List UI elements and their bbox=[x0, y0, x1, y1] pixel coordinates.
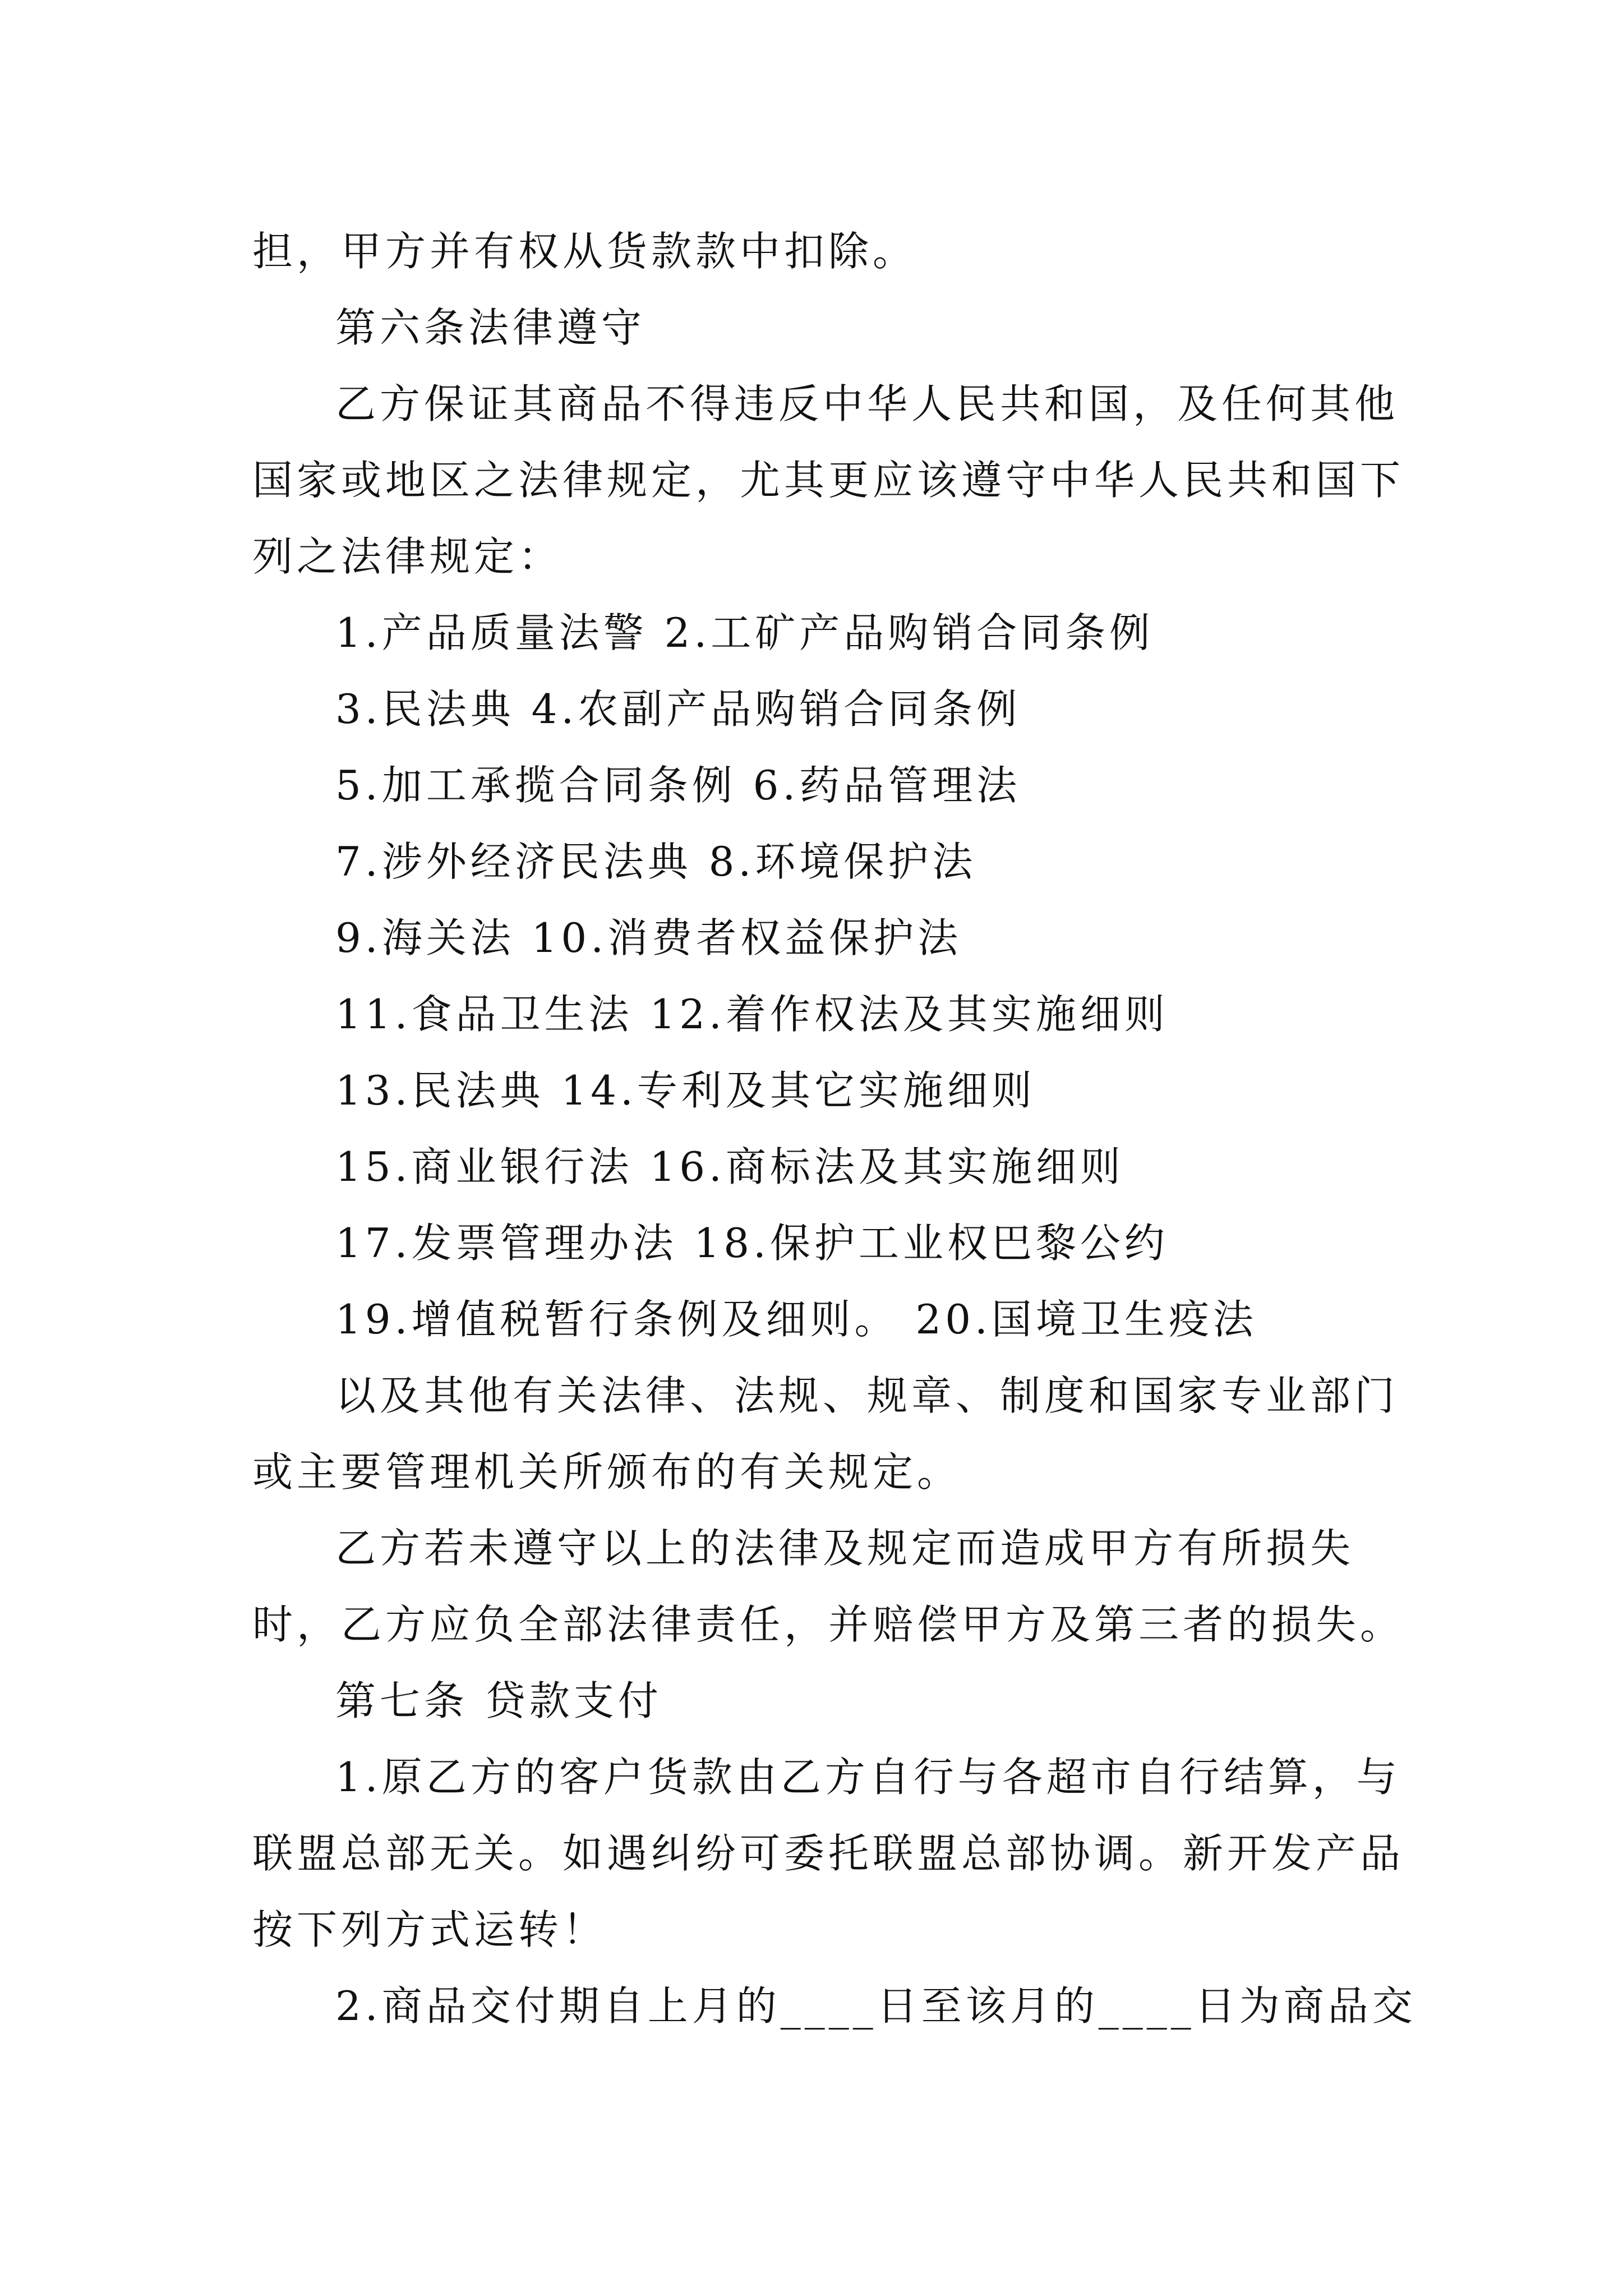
text-line: 按下列方式运转！ bbox=[252, 1906, 607, 1953]
text-line: 联盟总部无关。如遇纠纷可委托联盟总部协调。新开发产品 bbox=[252, 1830, 1405, 1877]
law-list-item: 1.产品质量法警 2.工矿产品购销合同条例 bbox=[335, 609, 1154, 656]
text-line: 以及其他有关法律、法规、规章、制度和国家专业部门 bbox=[335, 1372, 1399, 1419]
section-heading-article-6: 第六条法律遵守 bbox=[335, 304, 646, 351]
law-list-item: 5.加工承揽合同条例 6.药品管理法 bbox=[335, 762, 1021, 809]
text-line: 列之法律规定： bbox=[252, 533, 563, 580]
text-line: 或主要管理机关所颁布的有关规定。 bbox=[252, 1448, 962, 1496]
law-list-item: 13.民法典 14.专利及其它实施细则 bbox=[335, 1067, 1036, 1114]
text-line: 1.原乙方的客户货款由乙方自行与各超市自行结算，与 bbox=[335, 1754, 1401, 1801]
law-list-item: 3.民法典 4.农副产品购销合同条例 bbox=[335, 685, 1021, 733]
text-line: 国家或地区之法律规定，尤其更应该遵守中华人民共和国下 bbox=[252, 457, 1405, 504]
text-line: 乙方保证其商品不得违反中华人民共和国，及任何其他 bbox=[335, 380, 1399, 427]
text-line: 乙方若未遵守以上的法律及规定而造成甲方有所损失 bbox=[335, 1525, 1355, 1572]
law-list-item: 7.涉外经济民法典 8.环境保护法 bbox=[335, 838, 977, 885]
section-heading-article-7: 第七条 贷款支付 bbox=[335, 1677, 662, 1724]
law-list-item: 11.食品卫生法 12.着作权法及其实施细则 bbox=[335, 991, 1169, 1038]
text-line: 担，甲方并有权从货款款中扣除。 bbox=[252, 228, 917, 275]
text-line: 时，乙方应负全部法律责任，并赔偿甲方及第三者的损失。 bbox=[252, 1601, 1405, 1648]
law-list-item: 15.商业银行法 16.商标法及其实施细则 bbox=[335, 1143, 1124, 1190]
law-list-item: 19.增值税暂行条例及细则。 20.国境卫生疫法 bbox=[335, 1296, 1257, 1343]
document-body bbox=[252, 213, 1417, 2044]
text-line: 2.商品交付期自上月的____日至该月的____日为商品交 bbox=[335, 1982, 1417, 2030]
law-list-item: 9.海关法 10.消费者权益保护法 bbox=[335, 914, 962, 961]
law-list-item: 17.发票管理办法 18.保护工业权巴黎公约 bbox=[335, 1220, 1169, 1267]
